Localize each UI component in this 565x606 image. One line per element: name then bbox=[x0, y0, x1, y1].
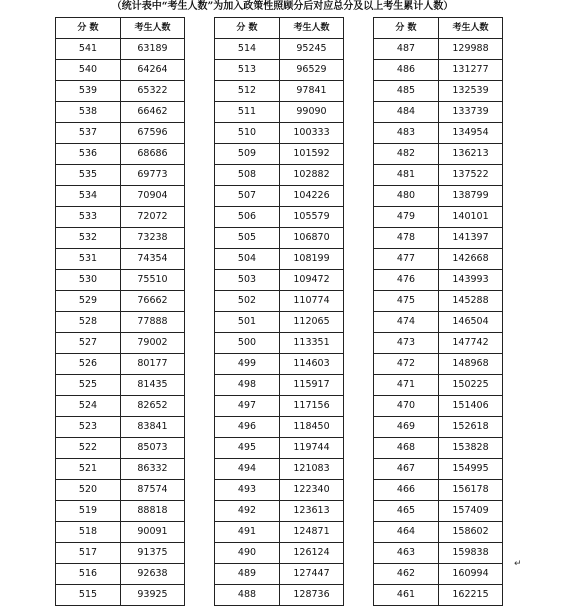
score-cell: 519 bbox=[56, 501, 121, 522]
score-cell: 462 bbox=[374, 564, 439, 585]
table-row bbox=[215, 186, 344, 207]
count-cell: 70904 bbox=[121, 186, 185, 207]
score-cell: 481 bbox=[374, 165, 439, 186]
score-cell: 528 bbox=[56, 312, 121, 333]
table-row bbox=[215, 501, 344, 522]
score-cell: 493 bbox=[215, 480, 280, 501]
score-cell: 504 bbox=[215, 249, 280, 270]
score-cell: 491 bbox=[215, 522, 280, 543]
table-row bbox=[374, 459, 503, 480]
count-cell: 92638 bbox=[121, 564, 185, 585]
table-row bbox=[56, 102, 185, 123]
table-row bbox=[56, 480, 185, 501]
count-cell: 109472 bbox=[280, 270, 344, 291]
table-row bbox=[374, 123, 503, 144]
count-cell: 154995 bbox=[439, 459, 503, 480]
table-row bbox=[215, 333, 344, 354]
score-cell: 463 bbox=[374, 543, 439, 564]
count-cell: 133739 bbox=[439, 102, 503, 123]
count-cell: 142668 bbox=[439, 249, 503, 270]
score-cell: 514 bbox=[215, 39, 280, 60]
header-count: 考生人数 bbox=[121, 18, 185, 39]
table-header-row bbox=[374, 18, 503, 39]
table-row bbox=[374, 60, 503, 81]
count-cell: 79002 bbox=[121, 333, 185, 354]
table-row bbox=[56, 123, 185, 144]
score-cell: 510 bbox=[215, 123, 280, 144]
table-row bbox=[56, 438, 185, 459]
score-cell: 499 bbox=[215, 354, 280, 375]
table-row bbox=[374, 396, 503, 417]
table-row bbox=[374, 39, 503, 60]
count-cell: 101592 bbox=[280, 144, 344, 165]
score-cell: 520 bbox=[56, 480, 121, 501]
table-row bbox=[215, 270, 344, 291]
table-row bbox=[215, 543, 344, 564]
count-cell: 145288 bbox=[439, 291, 503, 312]
count-cell: 117156 bbox=[280, 396, 344, 417]
score-cell: 482 bbox=[374, 144, 439, 165]
table-row bbox=[215, 165, 344, 186]
score-cell: 487 bbox=[374, 39, 439, 60]
table-row bbox=[374, 249, 503, 270]
score-cell: 505 bbox=[215, 228, 280, 249]
score-cell: 536 bbox=[56, 144, 121, 165]
table-row bbox=[56, 312, 185, 333]
score-cell: 526 bbox=[56, 354, 121, 375]
count-cell: 127447 bbox=[280, 564, 344, 585]
count-cell: 90091 bbox=[121, 522, 185, 543]
score-cell: 488 bbox=[215, 585, 280, 606]
header-score: 分 数 bbox=[374, 18, 439, 39]
count-cell: 147742 bbox=[439, 333, 503, 354]
count-cell: 136213 bbox=[439, 144, 503, 165]
score-cell: 466 bbox=[374, 480, 439, 501]
count-cell: 160994 bbox=[439, 564, 503, 585]
count-cell: 75510 bbox=[121, 270, 185, 291]
count-cell: 110774 bbox=[280, 291, 344, 312]
score-cell: 513 bbox=[215, 60, 280, 81]
count-cell: 100333 bbox=[280, 123, 344, 144]
score-cell: 498 bbox=[215, 375, 280, 396]
count-cell: 67596 bbox=[121, 123, 185, 144]
count-cell: 128736 bbox=[280, 585, 344, 606]
count-cell: 102882 bbox=[280, 165, 344, 186]
score-cell: 464 bbox=[374, 522, 439, 543]
table-row bbox=[215, 144, 344, 165]
score-cell: 486 bbox=[374, 60, 439, 81]
score-cell: 515 bbox=[56, 585, 121, 606]
score-cell: 511 bbox=[215, 102, 280, 123]
score-cell: 540 bbox=[56, 60, 121, 81]
count-cell: 114603 bbox=[280, 354, 344, 375]
table-row bbox=[215, 354, 344, 375]
score-cell: 478 bbox=[374, 228, 439, 249]
count-cell: 123613 bbox=[280, 501, 344, 522]
score-cell: 489 bbox=[215, 564, 280, 585]
score-cell: 497 bbox=[215, 396, 280, 417]
count-cell: 151406 bbox=[439, 396, 503, 417]
count-cell: 63189 bbox=[121, 39, 185, 60]
table-row bbox=[215, 312, 344, 333]
count-cell: 157409 bbox=[439, 501, 503, 522]
count-cell: 131277 bbox=[439, 60, 503, 81]
count-cell: 108199 bbox=[280, 249, 344, 270]
header-count: 考生人数 bbox=[439, 18, 503, 39]
score-cell: 516 bbox=[56, 564, 121, 585]
score-table-2 bbox=[214, 17, 344, 606]
score-cell: 477 bbox=[374, 249, 439, 270]
table-header-row bbox=[215, 18, 344, 39]
score-cell: 523 bbox=[56, 417, 121, 438]
table-row bbox=[56, 291, 185, 312]
table-row bbox=[215, 396, 344, 417]
table-row bbox=[215, 228, 344, 249]
score-cell: 532 bbox=[56, 228, 121, 249]
return-mark: ↵ bbox=[514, 559, 522, 569]
score-cell: 494 bbox=[215, 459, 280, 480]
count-cell: 86332 bbox=[121, 459, 185, 480]
score-cell: 500 bbox=[215, 333, 280, 354]
table-row bbox=[215, 39, 344, 60]
table-row bbox=[374, 522, 503, 543]
score-cell: 470 bbox=[374, 396, 439, 417]
count-cell: 104226 bbox=[280, 186, 344, 207]
count-cell: 159838 bbox=[439, 543, 503, 564]
count-cell: 99090 bbox=[280, 102, 344, 123]
table-row bbox=[56, 249, 185, 270]
count-cell: 134954 bbox=[439, 123, 503, 144]
score-cell: 530 bbox=[56, 270, 121, 291]
count-cell: 150225 bbox=[439, 375, 503, 396]
header-score: 分 数 bbox=[56, 18, 121, 39]
table-row bbox=[56, 60, 185, 81]
count-cell: 81435 bbox=[121, 375, 185, 396]
table-row bbox=[56, 417, 185, 438]
count-cell: 126124 bbox=[280, 543, 344, 564]
score-cell: 527 bbox=[56, 333, 121, 354]
score-cell: 529 bbox=[56, 291, 121, 312]
table-row bbox=[374, 501, 503, 522]
table-row bbox=[374, 291, 503, 312]
score-cell: 495 bbox=[215, 438, 280, 459]
table-header-row bbox=[56, 18, 185, 39]
count-cell: 119744 bbox=[280, 438, 344, 459]
table-row bbox=[215, 438, 344, 459]
table-row bbox=[215, 585, 344, 606]
score-cell: 479 bbox=[374, 207, 439, 228]
table-row bbox=[56, 543, 185, 564]
table-row bbox=[56, 333, 185, 354]
table-row bbox=[215, 207, 344, 228]
count-cell: 74354 bbox=[121, 249, 185, 270]
score-cell: 484 bbox=[374, 102, 439, 123]
count-cell: 122340 bbox=[280, 480, 344, 501]
score-cell: 507 bbox=[215, 186, 280, 207]
table-row bbox=[374, 144, 503, 165]
count-cell: 148968 bbox=[439, 354, 503, 375]
count-cell: 82652 bbox=[121, 396, 185, 417]
table-row bbox=[374, 102, 503, 123]
count-cell: 129988 bbox=[439, 39, 503, 60]
count-cell: 93925 bbox=[121, 585, 185, 606]
table-row bbox=[56, 564, 185, 585]
count-cell: 96529 bbox=[280, 60, 344, 81]
table-row bbox=[374, 564, 503, 585]
table-row bbox=[215, 81, 344, 102]
count-cell: 124871 bbox=[280, 522, 344, 543]
score-cell: 541 bbox=[56, 39, 121, 60]
count-cell: 106870 bbox=[280, 228, 344, 249]
score-cell: 471 bbox=[374, 375, 439, 396]
score-cell: 506 bbox=[215, 207, 280, 228]
count-cell: 146504 bbox=[439, 312, 503, 333]
table-row bbox=[374, 228, 503, 249]
score-cell: 521 bbox=[56, 459, 121, 480]
table-row bbox=[56, 396, 185, 417]
table-row bbox=[215, 522, 344, 543]
table-row bbox=[215, 249, 344, 270]
score-cell: 496 bbox=[215, 417, 280, 438]
score-cell: 522 bbox=[56, 438, 121, 459]
table-row bbox=[56, 165, 185, 186]
count-cell: 162215 bbox=[439, 585, 503, 606]
score-cell: 469 bbox=[374, 417, 439, 438]
table-row bbox=[56, 459, 185, 480]
table-row bbox=[374, 543, 503, 564]
count-cell: 152618 bbox=[439, 417, 503, 438]
score-cell: 533 bbox=[56, 207, 121, 228]
count-cell: 76662 bbox=[121, 291, 185, 312]
count-cell: 105579 bbox=[280, 207, 344, 228]
table-row bbox=[374, 480, 503, 501]
count-cell: 132539 bbox=[439, 81, 503, 102]
count-cell: 112065 bbox=[280, 312, 344, 333]
count-cell: 69773 bbox=[121, 165, 185, 186]
table-row bbox=[374, 585, 503, 606]
table-row bbox=[215, 480, 344, 501]
table-row bbox=[374, 81, 503, 102]
table-row bbox=[374, 186, 503, 207]
count-cell: 158602 bbox=[439, 522, 503, 543]
score-cell: 461 bbox=[374, 585, 439, 606]
count-cell: 83841 bbox=[121, 417, 185, 438]
score-cell: 475 bbox=[374, 291, 439, 312]
score-cell: 531 bbox=[56, 249, 121, 270]
table-row bbox=[215, 60, 344, 81]
table-row bbox=[56, 585, 185, 606]
count-cell: 113351 bbox=[280, 333, 344, 354]
count-cell: 88818 bbox=[121, 501, 185, 522]
count-cell: 97841 bbox=[280, 81, 344, 102]
score-cell: 538 bbox=[56, 102, 121, 123]
count-cell: 143993 bbox=[439, 270, 503, 291]
table-row bbox=[374, 207, 503, 228]
table-row bbox=[56, 144, 185, 165]
score-cell: 472 bbox=[374, 354, 439, 375]
score-cell: 534 bbox=[56, 186, 121, 207]
count-cell: 73238 bbox=[121, 228, 185, 249]
count-cell: 85073 bbox=[121, 438, 185, 459]
count-cell: 138799 bbox=[439, 186, 503, 207]
score-cell: 517 bbox=[56, 543, 121, 564]
count-cell: 137522 bbox=[439, 165, 503, 186]
table-row bbox=[215, 123, 344, 144]
score-cell: 524 bbox=[56, 396, 121, 417]
score-cell: 518 bbox=[56, 522, 121, 543]
score-cell: 508 bbox=[215, 165, 280, 186]
header-score: 分 数 bbox=[215, 18, 280, 39]
count-cell: 65322 bbox=[121, 81, 185, 102]
score-cell: 535 bbox=[56, 165, 121, 186]
count-cell: 72072 bbox=[121, 207, 185, 228]
score-cell: 512 bbox=[215, 81, 280, 102]
header-count: 考生人数 bbox=[280, 18, 344, 39]
table-row bbox=[56, 354, 185, 375]
count-cell: 87574 bbox=[121, 480, 185, 501]
score-cell: 473 bbox=[374, 333, 439, 354]
table-row bbox=[56, 81, 185, 102]
score-cell: 502 bbox=[215, 291, 280, 312]
count-cell: 80177 bbox=[121, 354, 185, 375]
count-cell: 121083 bbox=[280, 459, 344, 480]
count-cell: 156178 bbox=[439, 480, 503, 501]
table-row bbox=[374, 375, 503, 396]
table-row bbox=[374, 333, 503, 354]
score-cell: 537 bbox=[56, 123, 121, 144]
count-cell: 115917 bbox=[280, 375, 344, 396]
table-row bbox=[215, 459, 344, 480]
count-cell: 64264 bbox=[121, 60, 185, 81]
table-row bbox=[215, 564, 344, 585]
score-cell: 483 bbox=[374, 123, 439, 144]
table-row bbox=[56, 186, 185, 207]
table-row bbox=[56, 39, 185, 60]
score-cell: 474 bbox=[374, 312, 439, 333]
table-row bbox=[374, 417, 503, 438]
score-cell: 492 bbox=[215, 501, 280, 522]
count-cell: 95245 bbox=[280, 39, 344, 60]
table-row bbox=[374, 165, 503, 186]
score-cell: 490 bbox=[215, 543, 280, 564]
table-row bbox=[374, 312, 503, 333]
table-row bbox=[56, 270, 185, 291]
score-cell: 525 bbox=[56, 375, 121, 396]
score-table-3 bbox=[373, 17, 503, 606]
score-cell: 539 bbox=[56, 81, 121, 102]
score-cell: 467 bbox=[374, 459, 439, 480]
count-cell: 77888 bbox=[121, 312, 185, 333]
count-cell: 91375 bbox=[121, 543, 185, 564]
count-cell: 66462 bbox=[121, 102, 185, 123]
table-row bbox=[215, 417, 344, 438]
score-cell: 465 bbox=[374, 501, 439, 522]
table-row bbox=[215, 375, 344, 396]
table-row bbox=[374, 354, 503, 375]
table-row bbox=[56, 522, 185, 543]
count-cell: 141397 bbox=[439, 228, 503, 249]
table-row bbox=[56, 228, 185, 249]
score-cell: 480 bbox=[374, 186, 439, 207]
table-row bbox=[374, 438, 503, 459]
score-table-1 bbox=[55, 17, 185, 606]
score-cell: 509 bbox=[215, 144, 280, 165]
score-cell: 501 bbox=[215, 312, 280, 333]
table-row bbox=[56, 375, 185, 396]
score-cell: 468 bbox=[374, 438, 439, 459]
score-cell: 485 bbox=[374, 81, 439, 102]
table-row bbox=[215, 102, 344, 123]
count-cell: 68686 bbox=[121, 144, 185, 165]
table-row bbox=[56, 501, 185, 522]
table-row bbox=[374, 270, 503, 291]
count-cell: 118450 bbox=[280, 417, 344, 438]
score-cell: 503 bbox=[215, 270, 280, 291]
table-row bbox=[56, 207, 185, 228]
count-cell: 140101 bbox=[439, 207, 503, 228]
table-row bbox=[215, 291, 344, 312]
count-cell: 153828 bbox=[439, 438, 503, 459]
score-cell: 476 bbox=[374, 270, 439, 291]
table-caption: （统计表中“考生人数”为加入政策性照顾分后对应总分及以上考生累计人数） bbox=[111, 1, 454, 12]
